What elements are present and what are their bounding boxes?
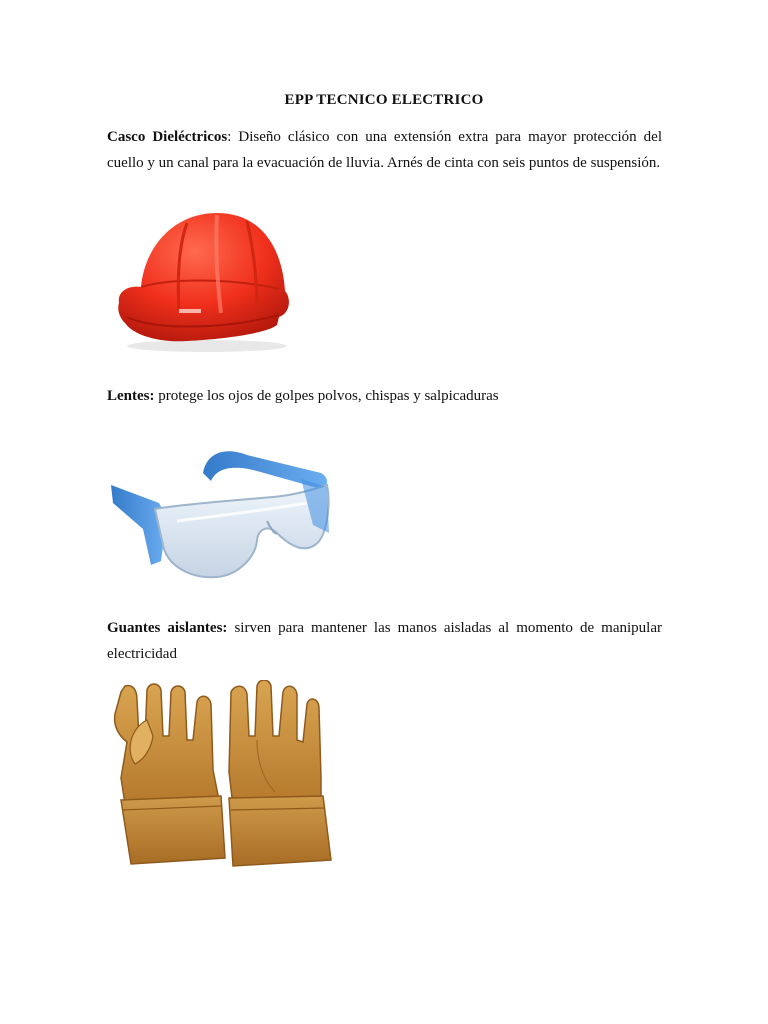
section-lentes xyxy=(107,383,662,409)
description-lentes: protege los ojos de golpes polvos, chispas y salpicaduras xyxy=(154,388,499,404)
left-glove xyxy=(115,684,225,864)
hard-hat-image xyxy=(107,205,297,355)
term-casco: Casco Dieléctricos xyxy=(107,129,228,145)
description-guantes-line2: electricidad xyxy=(107,646,177,662)
term-guantes: Guantes aislantes: xyxy=(107,620,228,636)
description-guantes: sirven para mantener las manos aisladas al momento de manipular xyxy=(227,620,662,636)
section-casco xyxy=(107,124,662,176)
document-title: EPP TECNICO ELECTRICO xyxy=(284,92,484,108)
right-glove xyxy=(229,680,331,866)
section-guantes-line1 xyxy=(107,615,662,641)
section-guantes xyxy=(107,615,662,667)
safety-glasses-image xyxy=(107,425,332,600)
work-gloves-image xyxy=(107,680,337,870)
description-casco: : Diseño clásico con una extensión extra para mayor protección del cuello y un canal para la evacuación de lluvia. Arnés de cinta con seis puntos de suspensión. xyxy=(107,129,662,171)
term-lentes: Lentes: xyxy=(107,388,155,404)
